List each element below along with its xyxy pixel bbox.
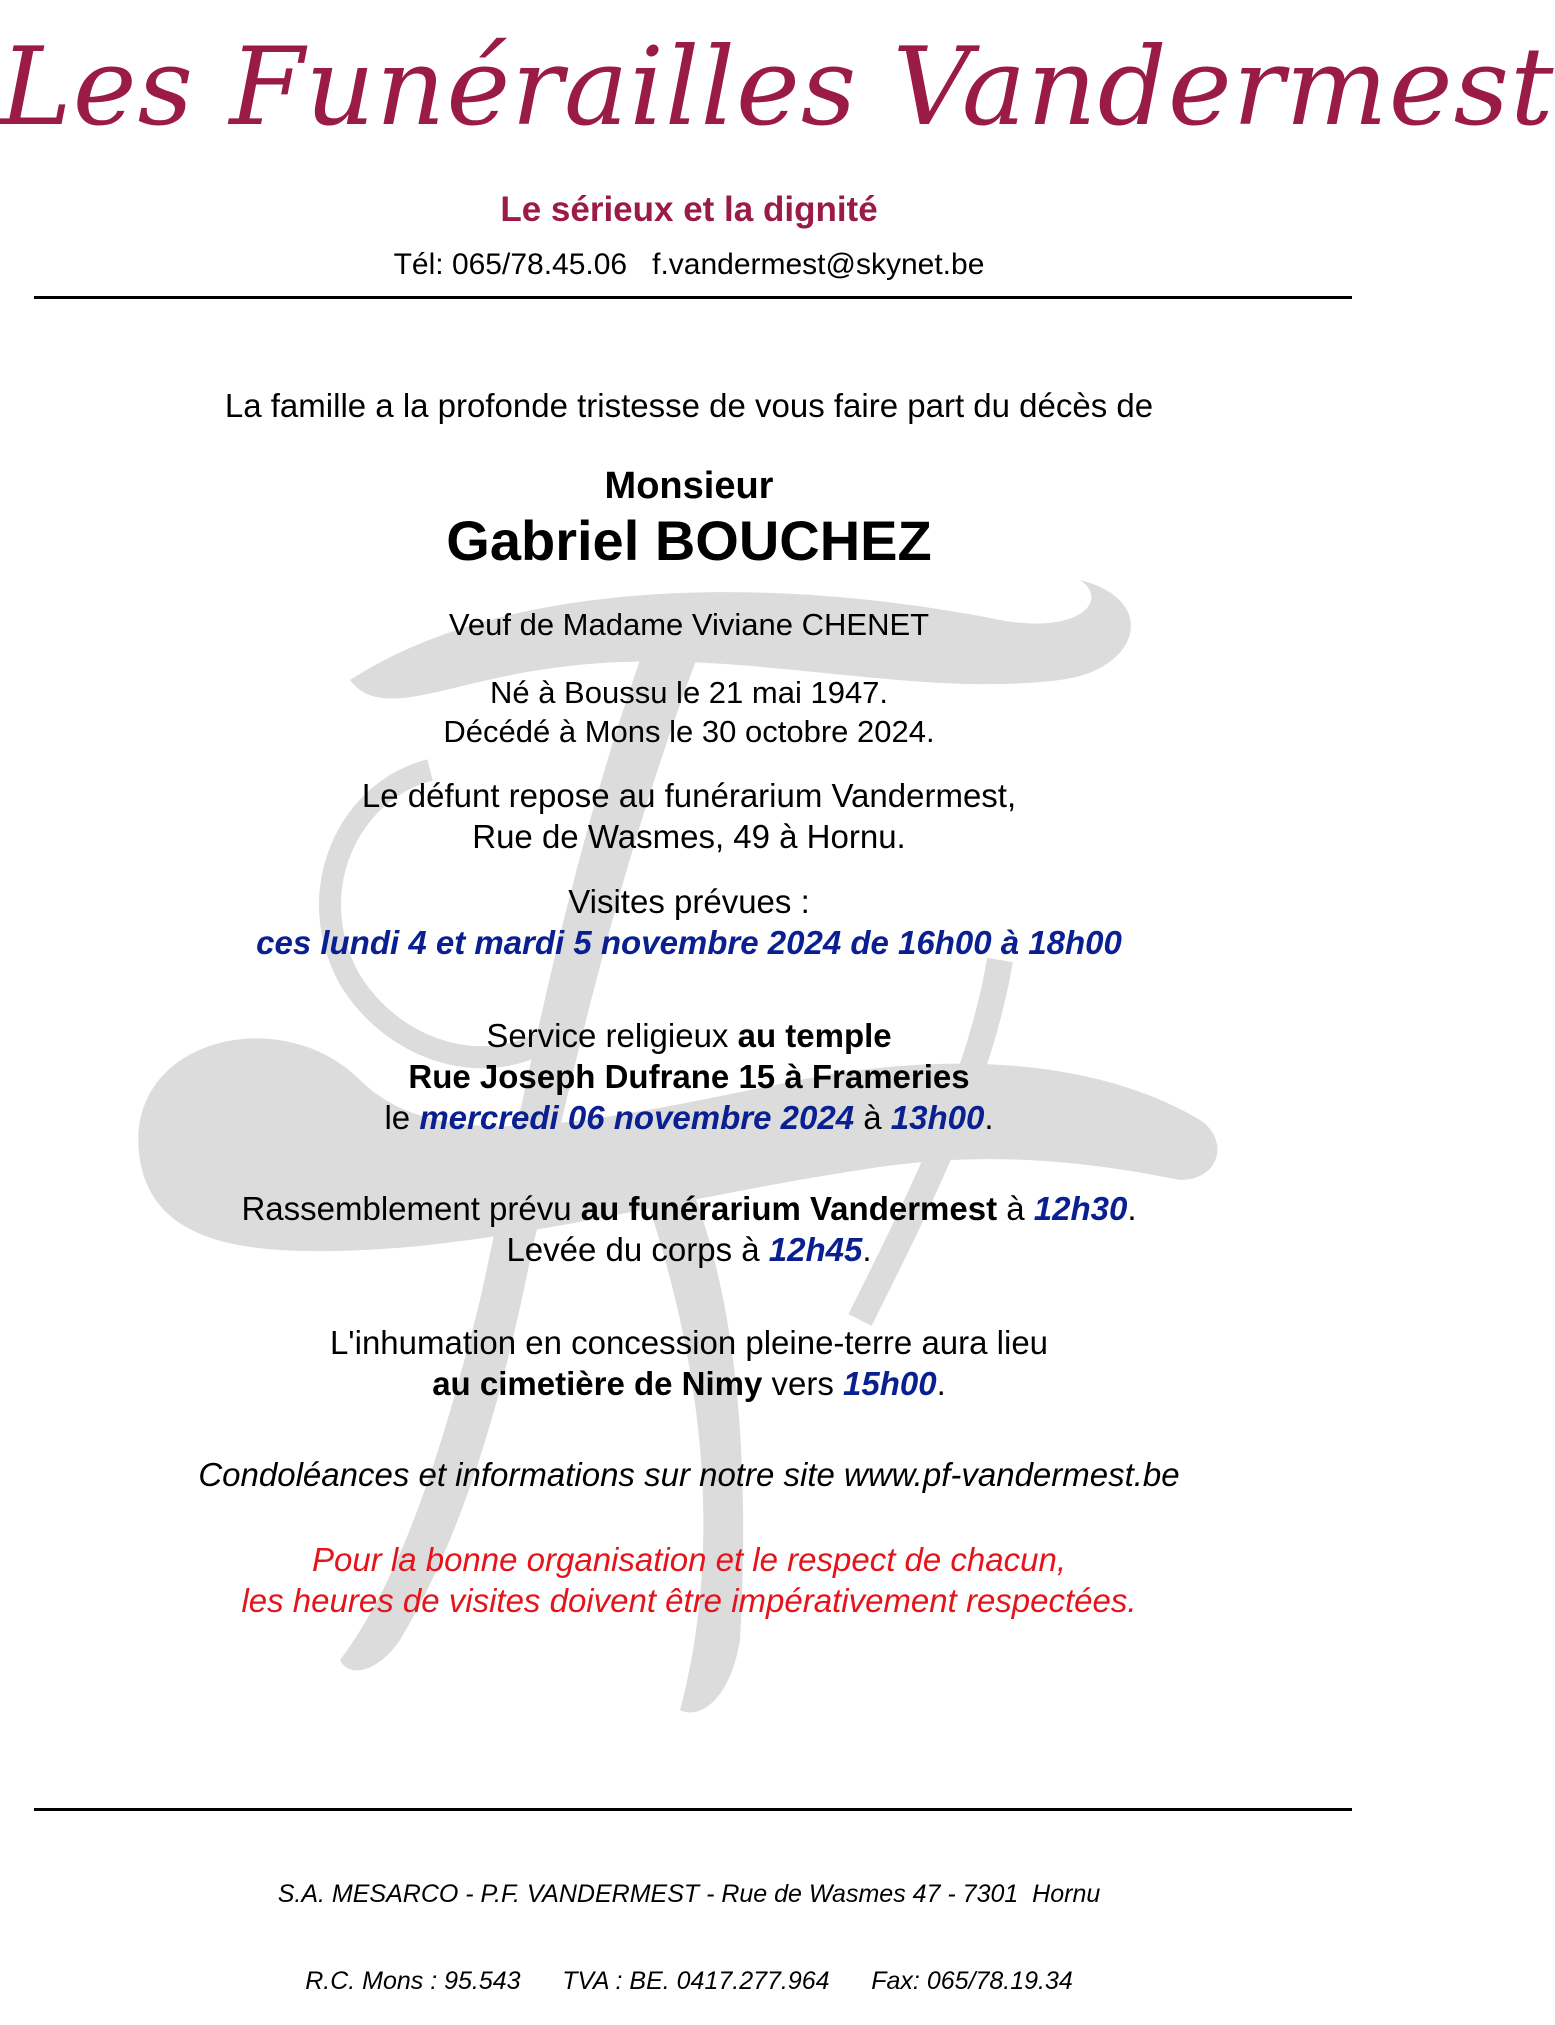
header-divider	[34, 296, 1352, 299]
burial	[0, 1322, 1378, 1404]
death-line: Décédé à Mons le 30 octobre 2024.	[443, 714, 935, 749]
burial-time-prefix: vers	[762, 1365, 844, 1402]
period: .	[936, 1365, 946, 1402]
widow-of: Veuf de Madame Viviane CHENET	[448, 607, 930, 642]
notice-line-2: les heures de visites doivent être impérativement respectées.	[241, 1582, 1137, 1619]
period: .	[862, 1231, 872, 1268]
rest-line-2: Rue de Wasmes, 49 à Hornu.	[472, 818, 906, 855]
contact-line: Tél: 065/78.45.06 f.vandermest@skynet.be	[393, 248, 985, 281]
service-address: Rue Joseph Dufrane 15 à Frameries	[408, 1058, 970, 1095]
condolences-text: Condoléances et informations sur notre site www.pf-vandermest.be	[198, 1456, 1180, 1493]
lift-time: 12h45	[768, 1231, 863, 1268]
burial-time: 15h00	[843, 1365, 937, 1402]
lift-prefix: Levée du corps à	[506, 1231, 769, 1268]
deceased-name: Gabriel BOUCHEZ	[446, 509, 932, 572]
burial-line-1: L'inhumation en concession pleine-terre aura lieu	[329, 1324, 1049, 1361]
visit-notice	[0, 1539, 1378, 1621]
birth-line: Né à Boussu le 21 mai 1947.	[489, 675, 889, 710]
gathering-time: 12h30	[1033, 1190, 1128, 1227]
burial-place: au cimetière de Nimy	[432, 1365, 763, 1402]
service-date-prefix: le	[384, 1099, 420, 1136]
rest-line-1: Le défunt repose au funérarium Vandermest,	[361, 777, 1017, 814]
life-dates	[0, 673, 1378, 751]
visits-dates: ces lundi 4 et mardi 5 novembre 2024 de 16h00 à 18h00	[256, 924, 1122, 961]
company-name: Les Funérailles Vandermest	[0, 25, 1555, 150]
footer-line-2: R.C. Mons : 95.543 TVA : BE. 0417.277.964 Fax: 065/78.19.34	[305, 1967, 1073, 1995]
company-footer	[0, 1822, 1378, 2025]
service-time: 13h00	[890, 1099, 985, 1136]
intro-text: La famille a la profonde tristesse de vous faire part du décès de	[224, 387, 1154, 424]
gathering	[0, 1188, 1378, 1270]
service-date: mercredi 06 novembre 2024	[419, 1099, 855, 1136]
gathering-place: au funérarium Vandermest	[580, 1190, 998, 1227]
footer-divider	[34, 1808, 1352, 1811]
tagline: Le sérieux et la dignité	[500, 190, 878, 229]
gathering-prefix: Rassemblement prévu	[241, 1190, 581, 1227]
civility: Monsieur	[604, 465, 774, 507]
service-place: au temple	[737, 1017, 892, 1054]
gathering-time-prefix: à	[997, 1190, 1034, 1227]
service-time-prefix: à	[854, 1099, 891, 1136]
notice-line-1: Pour la bonne organisation et le respect de chacun,	[311, 1541, 1066, 1578]
visits-label: Visites prévues :	[568, 883, 810, 920]
period: .	[984, 1099, 994, 1136]
period: .	[1127, 1190, 1137, 1227]
resting-place	[0, 775, 1378, 857]
religious-service	[0, 1015, 1378, 1138]
footer-line-1: S.A. MESARCO - P.F. VANDERMEST - Rue de Wasmes 47 - 7301 Hornu	[277, 1880, 1101, 1908]
service-prefix: Service religieux	[486, 1017, 738, 1054]
announcement	[0, 385, 1378, 1621]
